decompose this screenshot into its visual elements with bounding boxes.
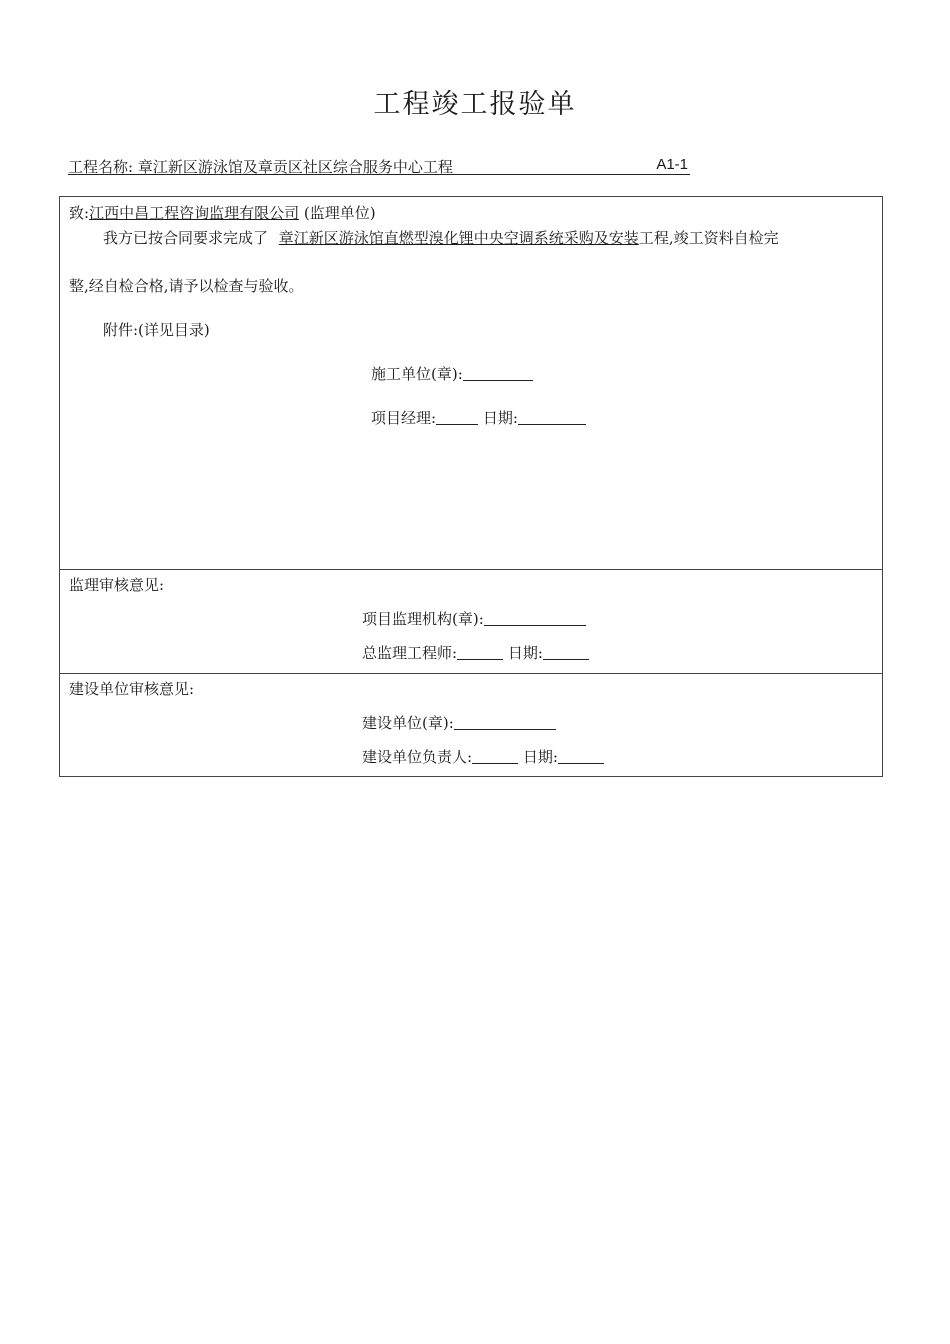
addressee-line [69, 202, 376, 223]
contractor-seal-line [371, 363, 533, 384]
chief-engineer-label: 总监理工程师: [362, 644, 458, 662]
addressee-label: 致: [69, 204, 90, 222]
project-manager-label: 项目经理: [371, 409, 437, 427]
owner-review-heading: 建设单位审核意见: [69, 680, 195, 698]
owner-responsible-line [362, 746, 604, 767]
chief-engineer-blank[interactable] [457, 645, 503, 660]
owner-date-label: 日期: [522, 748, 558, 766]
contractor-seal-blank[interactable] [463, 366, 533, 381]
supervisor-date-blank[interactable] [543, 645, 589, 660]
owner-seal-blank[interactable] [454, 715, 556, 730]
supervision-org-line [362, 608, 586, 629]
statement-prefix: 我方已按合同要求完成了 [103, 229, 269, 247]
statement-suffix: 工程,竣工资料自检完 [638, 229, 779, 247]
form-table [59, 196, 883, 777]
project-name-label: 工程名称: [68, 158, 134, 176]
contractor-date-label: 日期: [482, 409, 518, 427]
owner-responsible-label: 建设单位负责人: [362, 748, 473, 766]
owner-date-blank[interactable] [558, 749, 604, 764]
statement-line-2: 整,经自检合格,请予以检查与验收。 [69, 277, 304, 295]
statement-line-1 [103, 227, 779, 248]
supervisor-date-label: 日期: [507, 644, 543, 662]
form-code: A1-1 [656, 156, 688, 173]
completed-project-name: 章江新区游泳馆直燃型溴化锂中央空调系统采购及安装 [278, 229, 639, 247]
project-name-line [68, 156, 690, 175]
supervisor-review-heading: 监理审核意见: [69, 576, 165, 594]
owner-review-section [60, 673, 882, 777]
project-name-value: 章江新区游泳馆及章贡区社区综合服务中心工程 [137, 158, 453, 176]
supervisor-role: (监理单位) [303, 204, 376, 222]
owner-responsible-blank[interactable] [472, 749, 518, 764]
project-manager-blank[interactable] [436, 410, 478, 425]
contractor-section [60, 197, 882, 569]
owner-seal-line [362, 712, 556, 733]
attachment-note: 附件:(详见目录) [103, 321, 210, 339]
contractor-date-blank[interactable] [518, 410, 586, 425]
manager-date-line [371, 407, 586, 428]
form-title: 工程竣工报验单 [373, 89, 577, 120]
supervision-org-label: 项目监理机构(章): [362, 610, 484, 628]
owner-seal-label: 建设单位(章): [362, 714, 454, 732]
supervision-org-blank[interactable] [484, 611, 586, 626]
chief-engineer-line [362, 642, 589, 663]
supervisor-company: 江西中昌工程咨询监理有限公司 [89, 204, 300, 222]
contractor-seal-label: 施工单位(章): [371, 365, 463, 383]
supervisor-review-section [60, 569, 882, 674]
